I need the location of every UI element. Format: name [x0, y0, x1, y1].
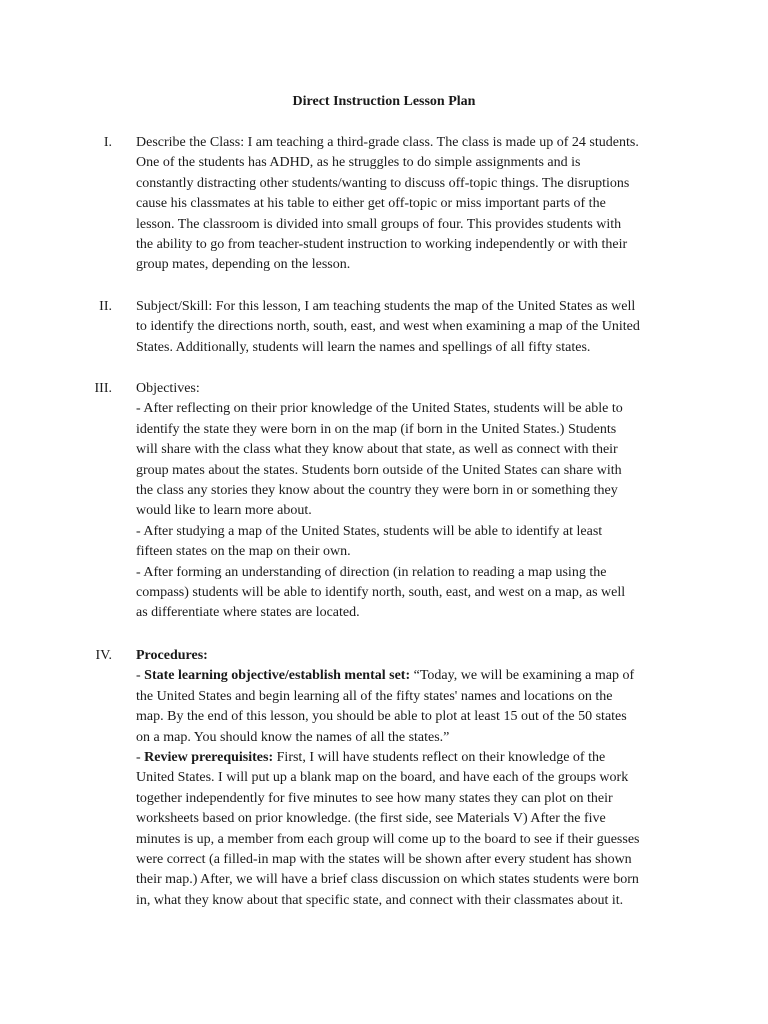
- text-line: map. By the end of this lesson, you should be able to plot at least 15 out of the 50 states: [136, 709, 627, 725]
- section-numeral: IV.: [95, 648, 112, 663]
- step-text: “Today, we will be examining a map of: [410, 668, 635, 684]
- document-title: Direct Instruction Lesson Plan: [292, 94, 476, 109]
- text-line: were correct (a filled-in map with the states will be shown after every student has shown: [136, 852, 632, 868]
- text-line: the ability to go from teacher-student instruction to working independently or with their: [136, 237, 628, 253]
- text-line: compass) students will be able to identify north, south, east, and west on a map, as well: [136, 585, 626, 601]
- text-line: [136, 666, 684, 686]
- text-line: group mates, depending on the lesson.: [136, 257, 351, 273]
- text-line: fifteen states on the map on their own.: [136, 544, 351, 560]
- step-text: First, I will have students reflect on their knowledge of the: [273, 750, 606, 766]
- bullet-dash: -: [136, 750, 145, 766]
- text-line: identify the state they were born in on the map (if born in the United States.) Students: [136, 421, 617, 437]
- section-numeral: II.: [99, 299, 112, 314]
- text-line: Objectives:: [136, 381, 200, 396]
- step-title-learning-objective: State learning objective/establish mental set:: [144, 668, 411, 684]
- text-line: - After forming an understanding of direction (in relation to reading a map using the: [136, 564, 607, 580]
- text-line: Describe the Class: I am teaching a third-grade class. The class is made up of 24 students.: [136, 135, 639, 150]
- text-line: constantly distracting other students/wanting to discuss off-topic things. The disruptions: [136, 175, 630, 191]
- text-line: as differentiate where states are located.: [136, 605, 360, 621]
- text-line: One of the students has ADHD, as he struggles to do simple assignments and is: [136, 155, 581, 171]
- section-numeral: I.: [103, 135, 112, 150]
- text-line: would like to learn more about.: [136, 503, 312, 519]
- section-body: [136, 133, 684, 276]
- text-line: on a map. You should know the names of all the states.”: [136, 729, 450, 745]
- text-line: in, what they know about that specific state, and connect with their classmates about it.: [136, 892, 624, 908]
- text-line: States. Additionally, students will learn the names and spellings of all fifty states.: [136, 339, 591, 355]
- text-line: [136, 748, 684, 768]
- text-line: together independently for five minutes to see how many states they can plot on their: [136, 790, 613, 806]
- text-line: will share with the class what they know about that state, as well as connect with their: [136, 442, 618, 458]
- text-line: - After studying a map of the United States, students will be able to identify at least: [136, 523, 603, 539]
- text-line: United States. I will put up a blank map on the board, and have each of the groups work: [136, 770, 629, 786]
- text-line: cause his classmates at his table to either get off-topic or miss important parts of the: [136, 196, 606, 212]
- section-body: [136, 297, 684, 358]
- section-numeral: III.: [94, 381, 112, 396]
- text-line: minutes is up, a member from each group will come up to the board to see if their guesses: [136, 831, 640, 847]
- text-line: lesson. The classroom is divided into small groups of four. This provides students with: [136, 216, 622, 232]
- text-line: worksheets based on prior knowledge. (the first side, see Materials V) After the five: [136, 811, 606, 827]
- procedures-heading: [136, 646, 684, 666]
- section-body: [136, 379, 684, 624]
- text-line: their map.) After, we will have a brief class discussion on which states students were born: [136, 872, 639, 888]
- text-line: Subject/Skill: For this lesson, I am teaching students the map of the United States as well: [136, 299, 636, 314]
- text-line: the United States and begin learning all of the fifty states' names and locations on the: [136, 688, 613, 704]
- procedures-heading-text: Procedures:: [136, 648, 208, 663]
- text-line: - After reflecting on their prior knowledge of the United States, students will be able to: [136, 401, 623, 417]
- section-body: [136, 646, 684, 911]
- text-line: group mates about the states. Students born outside of the United States can share with: [136, 462, 622, 478]
- bullet-dash: -: [136, 668, 145, 684]
- step-title-review-prerequisites: Review prerequisites:: [144, 750, 274, 766]
- text-line: to identify the directions north, south, east, and west when examining a map of the United: [136, 319, 640, 335]
- text-line: the class any stories they know about the country they were born in or something they: [136, 483, 618, 499]
